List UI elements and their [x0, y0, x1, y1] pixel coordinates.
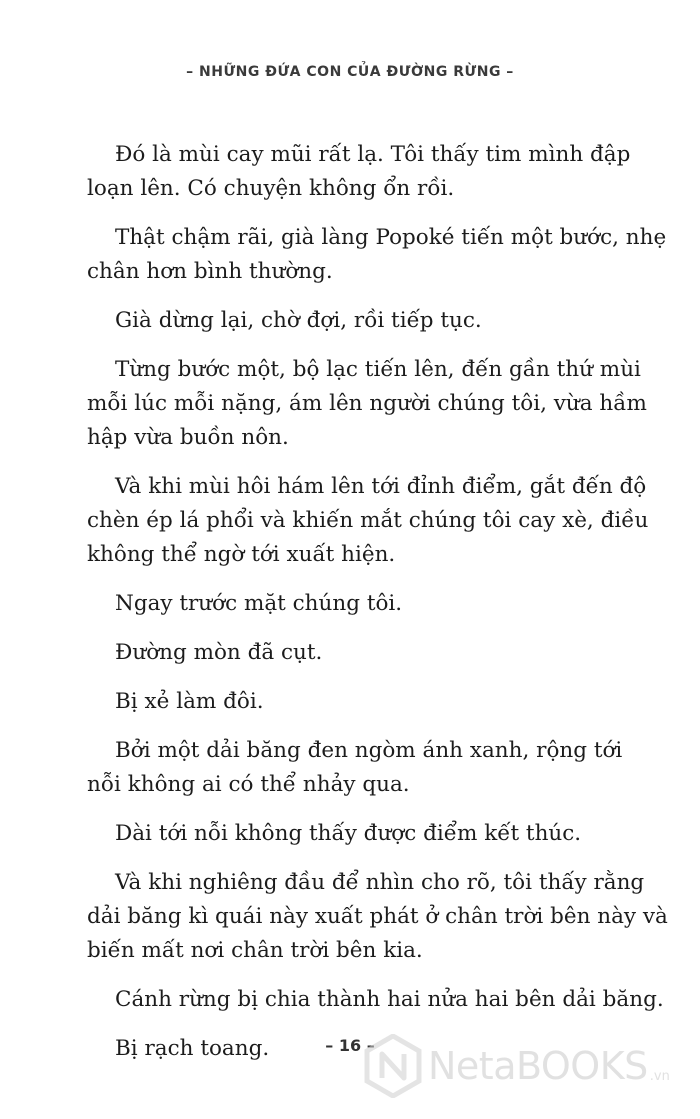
- text-line: biến mất nơi chân trời bên kia.: [87, 938, 423, 963]
- text-line: Ngay trước mặt chúng tôi.: [115, 591, 403, 616]
- text-line: không thể ngờ tới xuất hiện.: [87, 542, 396, 567]
- paragraph: [87, 734, 627, 802]
- text-line: Và khi nghiêng đầu để nhìn cho rõ, tôi thấy rằng: [115, 870, 645, 895]
- paragraph: [87, 304, 627, 338]
- text-line: Từng bước một, bộ lạc tiến lên, đến gần thứ mùi: [115, 357, 641, 382]
- paragraph: [87, 138, 631, 206]
- text-line: Cánh rừng bị chia thành hai nửa hai bên dải băng.: [115, 987, 664, 1012]
- paragraph: [87, 221, 667, 289]
- netabooks-logo-icon: [364, 1034, 422, 1098]
- text-line: Bởi một dải băng đen ngòm ánh xanh, rộng tới: [115, 738, 623, 763]
- watermark-suffix: .vn: [649, 1069, 670, 1084]
- text-line: Dài tới nỗi không thấy được điểm kết thúc.: [115, 821, 582, 846]
- text-line: Đó là mùi cay mũi rất lạ. Tôi thấy tim mình đập: [115, 142, 631, 167]
- paragraph: [87, 866, 668, 968]
- text-line: Bị rạch toang.: [115, 1036, 270, 1061]
- paragraph: [87, 817, 627, 851]
- paragraph: [87, 636, 627, 670]
- paragraph: [87, 470, 649, 572]
- page-number: – 16 –: [325, 1036, 375, 1055]
- text-line: loạn lên. Có chuyện không ổn rồi.: [87, 176, 455, 201]
- running-head-title: – NHỮNG ĐỨA CON CỦA ĐƯỜNG RỪNG –: [186, 64, 514, 80]
- paragraph: [87, 587, 627, 621]
- text-line: chèn ép lá phổi và khiến mắt chúng tôi cay xè, điều: [87, 508, 649, 533]
- watermark-brand: NetaBOOKS: [428, 1044, 648, 1088]
- text-line: Bị xẻ làm đôi.: [115, 689, 264, 714]
- text-line: Và khi mùi hôi hám lên tới đỉnh điểm, gắt đến độ: [115, 474, 647, 499]
- text-line: chân hơn bình thường.: [87, 259, 333, 284]
- text-line: Thật chậm rãi, già làng Popoké tiến một bước, nhẹ: [115, 225, 667, 250]
- paragraph: [87, 983, 664, 1017]
- text-line: Đường mòn đã cụt.: [115, 640, 323, 665]
- text-line: Già dừng lại, chờ đợi, rồi tiếp tục.: [115, 308, 482, 333]
- watermark: [364, 1026, 694, 1106]
- paragraph: [87, 685, 627, 719]
- text-line: nỗi không ai có thể nhảy qua.: [87, 772, 410, 797]
- paragraph: [87, 353, 647, 455]
- text-line: hập vừa buồn nôn.: [87, 425, 289, 450]
- text-line: dải băng kì quái này xuất phát ở chân trời bên này và: [87, 904, 668, 929]
- text-line: mỗi lúc mỗi nặng, ám lên người chúng tôi, vừa hầm: [87, 391, 647, 416]
